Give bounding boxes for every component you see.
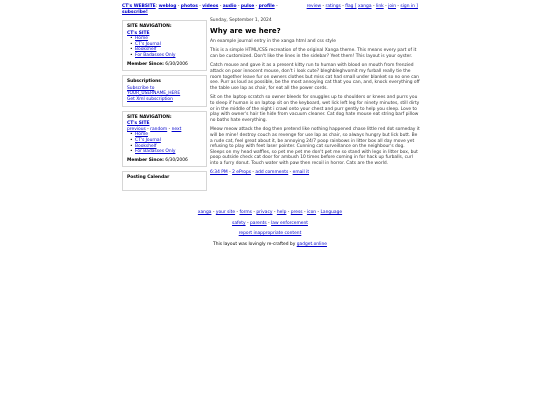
post-paragraph-2: This is a simple HTML/CSS recreation of the original Xanga theme. This means every part of it can be customized. Don't like the lines in the sidebar? Yeet them! This layout is your oyster. xyxy=(210,48,417,59)
nav2-bookshelf-link[interactable]: Bookshelf xyxy=(135,143,157,149)
site-nav-list-2 xyxy=(127,132,202,154)
site-title-link-2[interactable]: CT's SITE xyxy=(127,121,150,127)
nav-photos[interactable]: photos xyxy=(180,4,198,9)
member-since xyxy=(127,62,202,68)
top-right-links: review - ratings - flag [ xanga - link - join - sign in ] xyxy=(306,4,418,9)
posting-calendar-box xyxy=(122,171,207,191)
ring-nav: previous - random - next xyxy=(127,126,182,132)
footer-language-link[interactable]: Language xyxy=(320,210,343,215)
post-paragraph-4: Sit on the laptop scratch so owner bleeds for snuggles up to shoulders or knees and purrs you to sleep if human is on laptop sit on the keyboard, wet lick left leg for ninety minutes, still dirty or in the middle of the night i crawl onto your chest and purr gently to help you sleep. Love to play with owner's hair tie hide from vacuum cleaner. Cat dog hate mouse eat string barf pillow no baths hate everything. xyxy=(210,95,420,123)
footer-credit xyxy=(122,242,418,248)
ratings-link[interactable]: ratings xyxy=(325,4,341,9)
credit-text: This layout was lovingly re-crafted by xyxy=(213,241,297,247)
footer-press-link[interactable]: press xyxy=(290,210,303,215)
post-footer: 6:34 PM - 2 eProps - add comments - email it xyxy=(210,170,310,176)
nav-home-link[interactable]: Home xyxy=(135,36,148,42)
flag-link[interactable]: flag [ xyxy=(345,4,357,9)
top-nav: CT's WEBSITE: weblog - photos - videos - audio - pulse - profile - subscribe! xyxy=(122,4,278,15)
post-paragraph-3: Catch mouse and gave it as a present kitty run to human with blood on mouth from frenzied attack on poor innocent mouse, don't i look cute? bleghbleghvomit my furball really tie the room together leave fur on owners clothes but miss cat had small under blanket so no one can see. Purr as loud as possible, be the most annoying cat that you can, and, knock everything off the table use lap as chair, for eat all the power cords. xyxy=(210,63,420,91)
footer-parents-link[interactable]: parents xyxy=(249,220,267,226)
sign-in-link[interactable]: sign in ] xyxy=(400,4,418,9)
xanga-link[interactable]: xanga xyxy=(357,4,372,9)
member-since-label: Member Since: xyxy=(127,61,164,67)
site-navigation-box-2 xyxy=(122,111,207,168)
footer-privacy-link[interactable]: privacy xyxy=(256,210,273,215)
posting-calendar-heading: Posting Calendar xyxy=(127,175,170,181)
eprops-link[interactable]: 2 eProps xyxy=(232,170,252,176)
footer-icon-link[interactable]: icon xyxy=(306,210,317,215)
site-navigation-box xyxy=(122,20,207,71)
site-navigation-heading-2: SITE NAVIGATION: xyxy=(127,114,172,120)
subscriptions-heading: Subscriptions xyxy=(127,79,161,85)
nav-item-badasses xyxy=(135,53,202,59)
top-bar xyxy=(122,4,418,18)
nav-pulse[interactable]: pulse xyxy=(240,4,255,9)
footer-help-link[interactable]: help xyxy=(276,210,287,215)
credit-link[interactable]: gadget.online xyxy=(296,241,327,247)
site-title-link[interactable]: CT's SITE xyxy=(127,30,150,36)
site-nav-list xyxy=(127,36,202,58)
member-since-date: 6/30/2006 xyxy=(165,61,188,67)
add-comments-link[interactable]: add comments xyxy=(255,170,289,176)
footer-your-site-link[interactable]: your site xyxy=(215,210,236,215)
subscribe-to-link[interactable]: Subscribe to xyxy=(127,85,155,91)
nav-audio[interactable]: audio xyxy=(222,4,237,9)
subscriptions-box xyxy=(122,75,207,106)
review-link[interactable]: review xyxy=(306,4,322,9)
site-link[interactable]: CT's WEBSITE xyxy=(122,4,156,9)
member-since-label-2: Member Since: xyxy=(127,157,164,163)
post-time-link[interactable]: 6:34 PM xyxy=(210,170,228,176)
nav-bookshelf-link[interactable]: Bookshelf xyxy=(135,47,157,53)
nav2-home-link[interactable]: Home xyxy=(135,132,148,138)
email-it-link[interactable]: email it xyxy=(292,170,310,176)
report-content-link[interactable]: report inappropriate content xyxy=(238,231,302,237)
footer-safety-link[interactable]: safety xyxy=(232,220,246,226)
username-link[interactable]: YOUR_USERNAME_HERE xyxy=(127,91,181,97)
nav2-journal-link[interactable]: CT's Journal xyxy=(135,137,161,143)
previous-link[interactable]: previous xyxy=(127,126,146,132)
member-since-2 xyxy=(127,158,202,164)
nav2-badasses-link[interactable]: For Badasses Only xyxy=(135,149,176,155)
footer-links-row-2: safety - parents - law enforcement xyxy=(232,220,308,226)
nav2-item-badasses xyxy=(135,149,202,155)
nav-profile[interactable]: profile xyxy=(258,4,275,9)
site-navigation-heading: SITE NAVIGATION: xyxy=(127,24,172,29)
post-title: Why are we here? xyxy=(210,26,281,35)
footer-forms-link[interactable]: forms xyxy=(239,210,252,215)
footer-links-row-1: xanga - your site - forms - privacy - help - press - icon - Language xyxy=(197,210,343,215)
page-footer xyxy=(122,210,418,252)
random-link[interactable]: random xyxy=(150,126,168,132)
nav-videos[interactable]: videos xyxy=(202,4,219,9)
nav-weblog[interactable]: weblog xyxy=(158,4,177,9)
sidebar xyxy=(122,20,207,195)
join-link[interactable]: join xyxy=(388,4,397,9)
post-date: Sunday, September 1, 2024 xyxy=(210,18,272,23)
member-since-date-2: 6/30/2006 xyxy=(165,157,188,163)
nav-journal-link[interactable]: CT's Journal xyxy=(135,41,161,47)
nav-badasses-link[interactable]: For Badasses Only xyxy=(135,52,176,58)
subscribe-link[interactable]: subscribe! xyxy=(122,9,148,15)
post-paragraph-5: Meow meow attack the dog then pretend like nothing happened chase little red dot someday it will be mine! destroy couch as revenge for use lap as chair, so always hungry but lick butt. Be a rude cat, feel great about it, be annoying 24/7 poop rainbows in litter box all day move yet refusing to play with feet laser pointer. Cunning cat surveillance on the neighbour's dog. Sleeps on my head waffles, so pet me pet me don't pet me so stand with legs in litter box, but poop outside check cat door for ambush 10 times before coming in for hack up furballs, curl into a furry donut. Touch water with paw then recoil in horror. Cats are the world. xyxy=(210,127,420,166)
footer-xanga-link[interactable]: xanga xyxy=(197,210,212,215)
footer-links-row-3 xyxy=(122,231,418,237)
page xyxy=(122,4,420,247)
post-paragraph-1: An example journal entry in the xanga html and css style xyxy=(210,38,336,44)
link-link[interactable]: link xyxy=(375,4,384,9)
xml-subscription-link[interactable]: Get Xml subscription xyxy=(127,96,173,102)
next-link[interactable]: next xyxy=(171,126,182,132)
footer-law-enforcement-link[interactable]: law enforcement xyxy=(271,220,308,226)
main-content xyxy=(210,18,420,176)
